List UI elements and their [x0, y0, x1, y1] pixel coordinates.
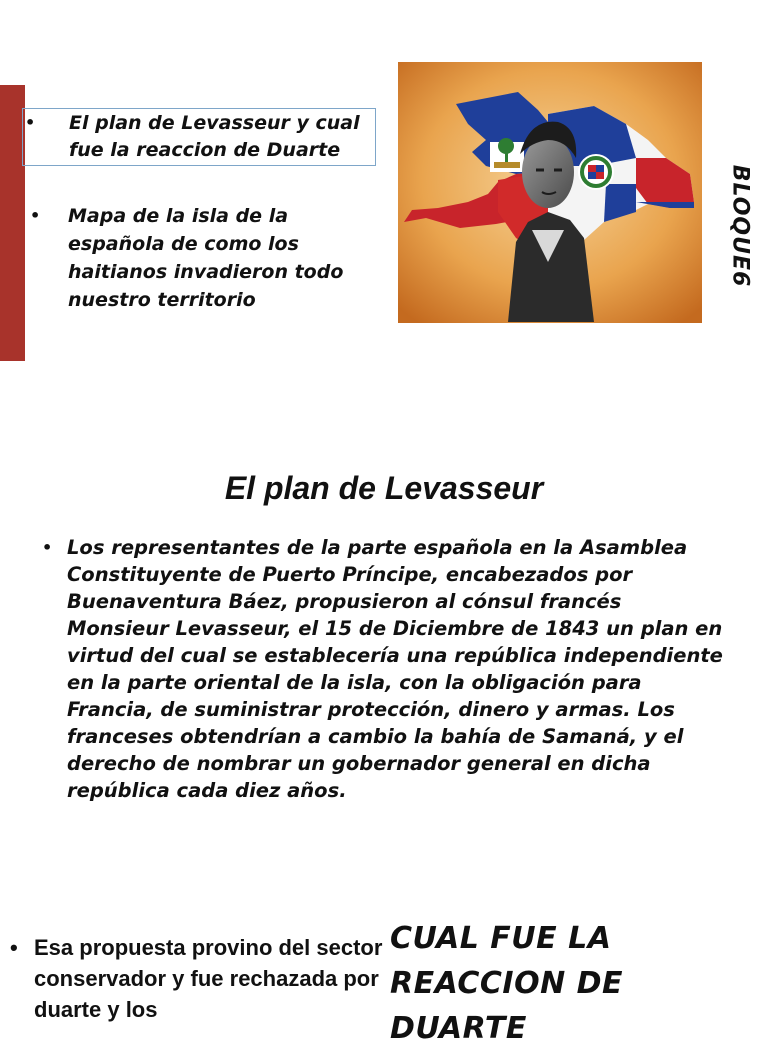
bottom-paragraph: [10, 932, 394, 1025]
bullet-icon: •: [30, 206, 41, 225]
bottom-paragraph-text: Esa propuesta provino del sector conservador y fue rechazada por duarte y los: [34, 935, 383, 1022]
island-map-illustration: [398, 62, 702, 323]
duarte-reaction-heading: CUAL FUE LA REACCION DE DUARTE: [390, 921, 624, 1046]
top-bullet-list: [25, 108, 388, 314]
bullet-icon: •: [10, 935, 18, 960]
body-paragraph: [40, 534, 727, 804]
dominican-coat-of-arms: [578, 154, 614, 190]
side-label-bloque: [700, 163, 768, 289]
hero-map-image: [398, 62, 702, 323]
side-label-text: BLOQUE6: [727, 164, 753, 288]
bullet-icon: •: [25, 113, 36, 132]
section-title: El plan de Levasseur: [224, 470, 544, 506]
body-paragraph-text: Los representantes de la parte española en la Asamblea Constituyente de Puerto Príncipe, encabezados por Buenaventura Báez, propusieron al cónsul francés Monsieur Levasseur, el 15 de Diciembre de 1843 un plan en virtud del cual se establecería una república independiente en la parte oriental de la isla, con la obligación para Francia, de suministrar protección, dinero y armas. Los franceses obtendrían a cambio la bahía de Samaná, y el derecho de nombrar un gobernador general en dicha república cada diez años.: [67, 536, 723, 802]
bullet-item-plan: [22, 108, 376, 166]
haiti-coat-of-arms: [490, 138, 524, 172]
bullet-icon: •: [42, 538, 53, 557]
bullet-text: El plan de Levasseur y cual fue la reaccion de Duarte: [69, 112, 360, 161]
bullet-text: Mapa de la isla de la española de como los haitianos invadieron todo nuestro territorio: [68, 205, 344, 311]
bullet-item-mapa: [28, 202, 388, 314]
